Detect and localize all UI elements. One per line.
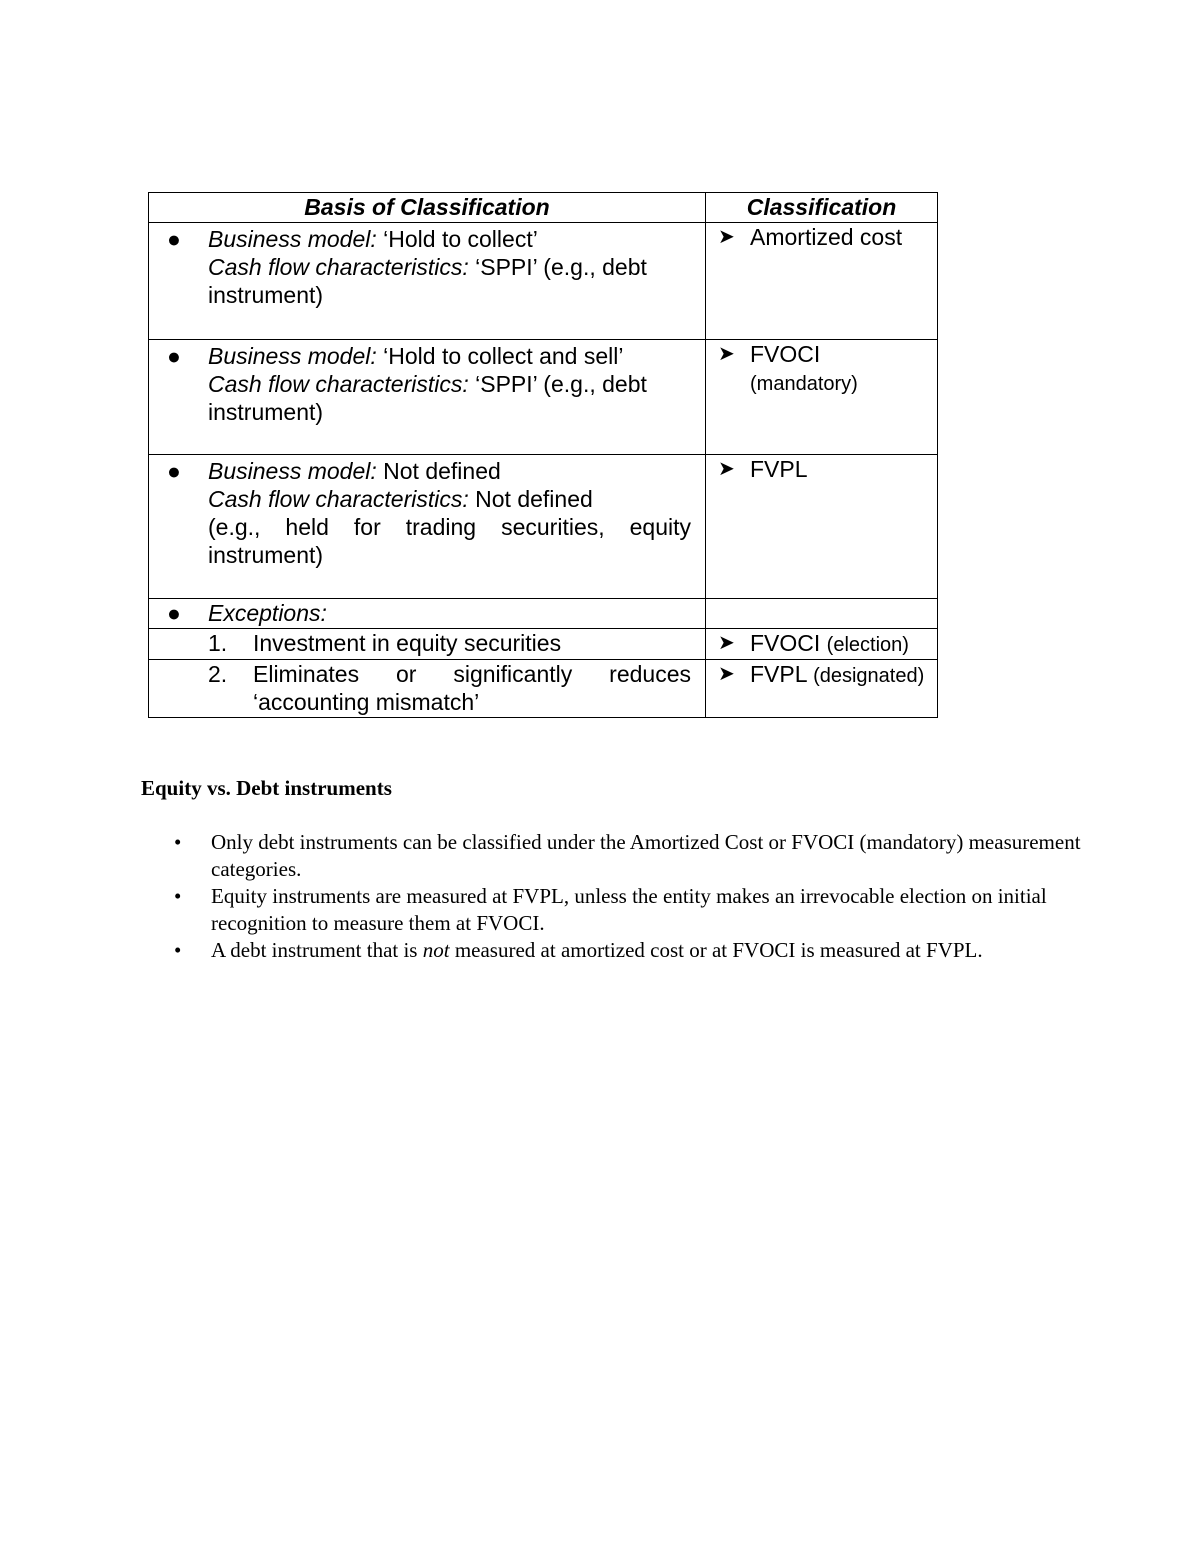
cash-flow-value: Not defined: [468, 486, 593, 512]
classification-note: (mandatory): [750, 373, 858, 395]
table-row: [149, 455, 938, 599]
table-row: [149, 223, 938, 340]
classification-cell: [706, 455, 937, 483]
basis-extra: instrument): [208, 399, 324, 425]
classification-note: (election): [826, 634, 909, 656]
basis-cell: [149, 223, 705, 309]
bullet-dot-icon: •: [174, 830, 182, 854]
item-number: 2.: [208, 661, 228, 687]
classification-note: (designated): [813, 665, 925, 687]
list-item-text-post: measured at amortized cost or at FVOCI is measured at FVPL.: [449, 938, 983, 962]
list-item: [141, 883, 1081, 937]
bullet-dot-icon: ●: [167, 458, 181, 484]
list-item-emphasis: not: [422, 938, 450, 962]
exceptions-label: Exceptions:: [208, 600, 327, 626]
classification-value: FVOCI: [750, 630, 821, 656]
cash-flow-label: Cash flow characteristics:: [208, 371, 469, 397]
exception-item: [149, 660, 938, 718]
list-item-text: Equity instruments are measured at FVPL, unless the entity makes an irrevocable election on initial recognition to measure them at FVOCI.: [211, 884, 1047, 935]
cash-flow-value: ‘SPPI’ (e.g., debt: [468, 254, 647, 280]
classification-table: [148, 192, 938, 718]
classification-header: Classification: [706, 193, 938, 223]
basis-cell: [149, 455, 705, 569]
classification-value: Amortized cost: [750, 224, 903, 250]
exception-text: Eliminates or significantly reduces ‘accounting mismatch’: [253, 661, 691, 715]
business-model-value: ‘Hold to collect and sell’: [376, 343, 624, 369]
classification-value: FVPL: [750, 456, 808, 482]
exceptions-row: [149, 599, 938, 629]
basis-extra: instrument): [208, 282, 324, 308]
cash-flow-value: ‘SPPI’ (e.g., debt: [468, 371, 647, 397]
arrowhead-bullet-icon: ➤: [718, 226, 735, 248]
table-row: [149, 340, 938, 455]
business-model-label: Business model:: [208, 226, 377, 252]
business-model-label: Business model:: [208, 343, 377, 369]
arrowhead-bullet-icon: ➤: [718, 663, 735, 685]
item-number: 1.: [208, 630, 228, 656]
arrowhead-bullet-icon: ➤: [718, 632, 735, 654]
basis-extra: (e.g., held for trading securities, equity instrument): [208, 514, 691, 568]
bullet-dot-icon: •: [174, 884, 182, 908]
business-model-label: Business model:: [208, 458, 377, 484]
cash-flow-label: Cash flow characteristics:: [208, 254, 469, 280]
list-item: [141, 937, 1081, 964]
list-item: [141, 829, 1081, 883]
exceptions-cell: [149, 599, 705, 627]
arrowhead-bullet-icon: ➤: [718, 458, 735, 480]
list-item-text: Only debt instruments can be classified under the Amortized Cost or FVOCI (mandatory) measurement categories.: [211, 830, 1081, 881]
basis-cell: [149, 340, 705, 426]
classification-value: FVOCI: [750, 341, 821, 367]
bullet-list: [141, 829, 1081, 964]
exception-item: [149, 629, 938, 660]
business-model-value: Not defined: [376, 458, 501, 484]
list-item-text-pre: A debt instrument that is: [211, 938, 423, 962]
classification-cell: [706, 223, 937, 251]
exception-text: Investment in equity securities: [253, 630, 562, 656]
bullet-dot-icon: ●: [167, 600, 181, 626]
arrowhead-bullet-icon: ➤: [718, 343, 735, 365]
section-title: Equity vs. Debt instruments: [141, 776, 392, 800]
equity-debt-section: [141, 775, 1081, 964]
basis-header: Basis of Classification: [149, 193, 706, 223]
classification-cell: [706, 660, 937, 690]
bullet-dot-icon: ●: [167, 343, 181, 369]
bullet-dot-icon: •: [174, 938, 182, 962]
cash-flow-label: Cash flow characteristics:: [208, 486, 469, 512]
business-model-value: ‘Hold to collect’: [376, 226, 538, 252]
classification-cell: [706, 340, 937, 398]
classification-value: FVPL: [750, 661, 807, 687]
table-header-row: [149, 193, 938, 223]
bullet-dot-icon: ●: [167, 226, 181, 252]
classification-cell: [706, 629, 937, 659]
